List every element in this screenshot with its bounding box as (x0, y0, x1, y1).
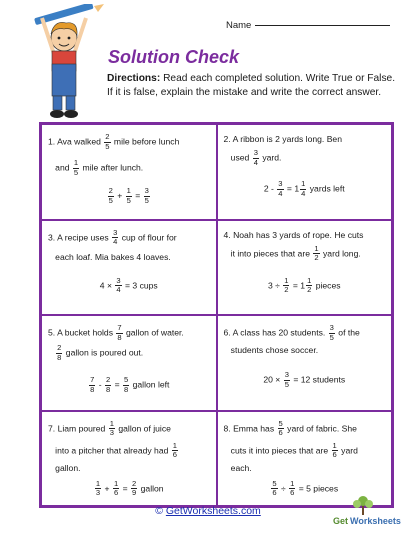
page-title: Solution Check (108, 47, 240, 67)
problem-text: gallon. (55, 462, 81, 473)
problem-6 (217, 315, 393, 411)
problem-text: of the (338, 327, 360, 338)
problem-text: gallon of juice (118, 422, 171, 433)
problem-text: yard (341, 444, 358, 455)
logo-text-worksheets: Worksheets (350, 516, 401, 526)
solution: 3 ÷ $\frac{1}{2}$ = 1 $\frac{1}{2}$ pieces (267, 275, 341, 294)
problem-2 (217, 124, 393, 220)
problem-number: 1. (48, 136, 56, 147)
fraction: $\frac{1}{5}$ (73, 158, 79, 177)
problem-text: A ribbon is 2 yards long. Ben (232, 134, 342, 144)
problem-8 (217, 411, 393, 507)
directions-text: Read each completed solution. Write True or False. If it is false, explain the mistake and write the correct answer. (107, 73, 396, 98)
directions (107, 72, 397, 100)
problem-text: mile after lunch. (82, 162, 144, 173)
site-link[interactable]: GetWorksheets.com (165, 505, 261, 517)
fraction: $\frac{1}{2}$ (314, 243, 319, 262)
problem-text: A class has 20 students. (232, 327, 326, 338)
problem-number: 5. (48, 327, 56, 338)
problem-text: cup of flour for (121, 231, 177, 242)
name-line[interactable] (255, 25, 390, 26)
problem-text: Liam poured (57, 422, 106, 433)
problem-text: each loaf. Mia bakes 4 loaves. (55, 251, 171, 262)
problem-text: cuts it into pieces that are (230, 444, 329, 455)
fraction: $\frac{2}{5}$ (105, 132, 110, 151)
problem-text: A recipe uses (57, 231, 109, 242)
problem-text: gallon of water. (126, 327, 184, 338)
solution: 4 × $\frac{3}{4}$ = 3 cups (99, 275, 158, 294)
problem-text: mile before lunch (113, 136, 180, 147)
fraction: $\frac{5}{6}$ (278, 418, 283, 437)
fraction: $\frac{1}{6}$ (172, 440, 178, 459)
problem-text: Noah has 3 yards of rope. He cuts (233, 229, 364, 240)
problem-grid (39, 122, 394, 508)
solution: $\frac{1}{3}$ + $\frac{1}{6}$ = $\frac{2}{9}$ gallon (95, 478, 164, 497)
solution: 2 - $\frac{3}{4}$ = 1 $\frac{1}{4}$ yards left (263, 179, 345, 198)
problem-text: and (55, 162, 70, 173)
problem-number: 6. (223, 327, 231, 338)
problem-number: 3. (48, 231, 56, 242)
fraction: $\frac{2}{8}$ (57, 343, 62, 362)
problem-text: it into pieces that are (230, 247, 310, 258)
problem-text: yard of fabric. She (287, 422, 357, 433)
problem-text: students chose soccer. (230, 345, 319, 355)
fraction: $\frac{3}{5}$ (329, 323, 334, 342)
fraction: $\frac{1}{3}$ (109, 418, 114, 437)
problem-text: yard long. (323, 247, 361, 258)
problem-text: into a pitcher that already had (55, 444, 169, 455)
problem-number: 4. (223, 229, 231, 240)
name-label: Name (226, 20, 252, 31)
boy-with-pencil-illustration (28, 4, 112, 122)
problem-number: 8. (223, 422, 231, 433)
solution: $\frac{2}{5}$ + $\frac{1}{5}$ = $\frac{3}{5}$ (108, 186, 149, 205)
fraction: $\frac{3}{4}$ (253, 148, 258, 167)
directions-label: Directions: (107, 73, 161, 84)
copyright-symbol: © (155, 505, 163, 517)
solution: $\frac{5}{6}$ ÷ $\frac{1}{6}$ = 5 pieces (272, 478, 339, 497)
problem-text: each. (230, 462, 252, 473)
fraction: $\frac{1}{6}$ (332, 440, 337, 459)
problem-7 (41, 411, 217, 507)
problem-text: gallon is poured out. (65, 347, 144, 358)
fraction: $\frac{3}{4}$ (113, 227, 118, 246)
problem-number: 7. (48, 422, 56, 433)
problem-text: used (230, 152, 250, 163)
getworksheets-logo (323, 493, 403, 531)
problem-1 (41, 124, 217, 220)
problem-3 (41, 220, 217, 316)
problem-5 (41, 315, 217, 411)
logo-text-get: Get (333, 516, 349, 526)
problem-text: A bucket holds (57, 327, 113, 338)
solution: $\frac{7}{8}$ - $\frac{2}{8}$ = $\frac{5}{8}$ gallon left (90, 375, 170, 394)
problem-text: Ava walked (57, 136, 101, 147)
name-field[interactable] (226, 20, 390, 31)
problem-4 (217, 220, 393, 316)
solution: 20 × $\frac{3}{5}$ = 12 students (263, 370, 346, 389)
problem-text: yard. (262, 152, 282, 163)
fraction: $\frac{7}{8}$ (117, 323, 122, 342)
problem-text: Emma has (233, 422, 275, 433)
problem-number: 2. (223, 134, 231, 144)
